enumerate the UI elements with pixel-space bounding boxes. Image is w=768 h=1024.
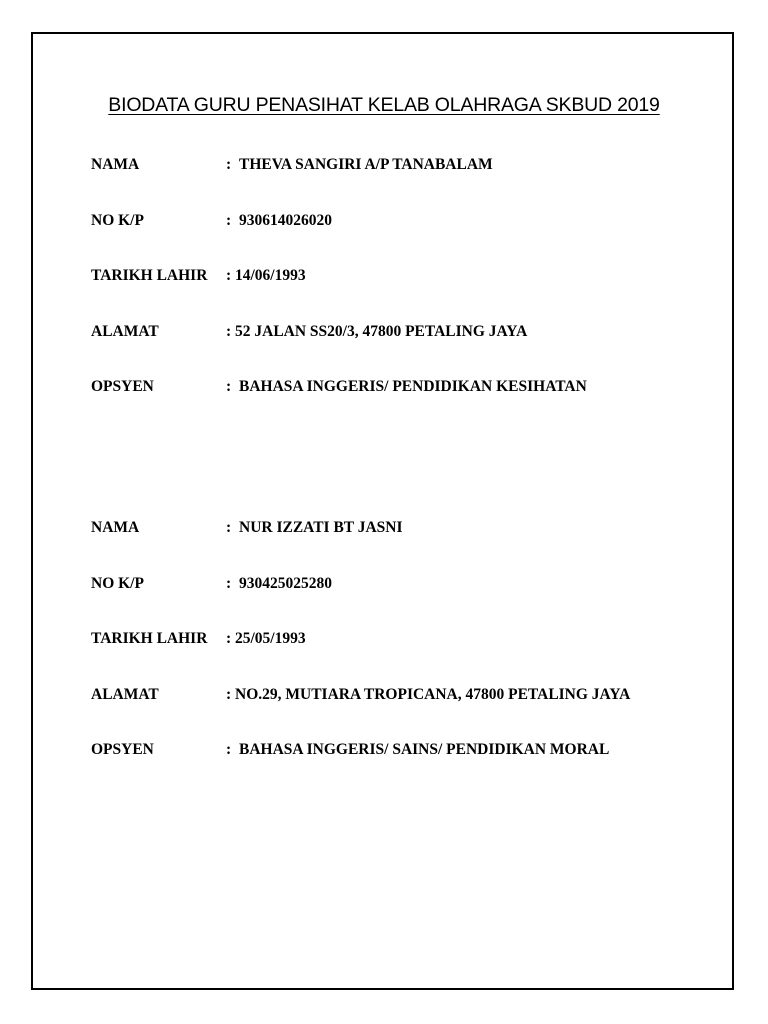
field-colon: : (226, 267, 232, 284)
field-colon: : (226, 630, 232, 647)
field-value-opsyen: BAHASA INGGERIS/ PENDIDIKAN KESIHATAN (239, 378, 587, 395)
field-row-nama (91, 519, 731, 575)
field-label-nokp: NO K/P (91, 211, 144, 229)
field-value-nokp: 930425025280 (239, 574, 332, 592)
field-colon: : (226, 378, 232, 395)
field-label-opsyen: OPSYEN (91, 741, 154, 758)
field-label-opsyen: OPSYEN (91, 378, 154, 395)
field-value-opsyen: BAHASA INGGERIS/ SAINS/ PENDIDIKAN MORAL (239, 741, 610, 758)
field-row-alamat (91, 323, 731, 379)
document-title: BIODATA GURU PENASIHAT KELAB OLAHRAGA SKBUD 2019 (108, 94, 660, 116)
field-row-opsyen (91, 378, 731, 434)
field-row-alamat (91, 686, 731, 742)
field-colon: : (226, 519, 232, 536)
field-value-nama: NUR IZZATI BT JASNI (239, 519, 403, 536)
field-value-nama: THEVA SANGIRI A/P TANABALAM (239, 156, 493, 173)
field-row-nokp (91, 575, 731, 631)
field-colon: : (226, 211, 232, 229)
field-value-alamat: 52 JALAN SS20/3, 47800 PETALING JAYA (235, 322, 528, 340)
field-value-tarikh-lahir: 25/05/1993 (235, 630, 306, 647)
field-colon: : (226, 741, 232, 758)
field-colon: : (226, 574, 232, 592)
field-label-alamat: ALAMAT (91, 322, 159, 340)
field-label-tarikh-lahir: TARIKH LAHIR (91, 630, 208, 647)
field-value-alamat: NO.29, MUTIARA TROPICANA, 47800 PETALING JAYA (235, 685, 631, 703)
field-row-tarikh-lahir (91, 630, 731, 686)
field-row-tarikh-lahir (91, 267, 731, 323)
field-label-nama: NAMA (91, 156, 140, 173)
field-label-alamat: ALAMAT (91, 685, 159, 703)
field-colon: : (226, 322, 232, 340)
field-colon: : (226, 685, 232, 703)
field-label-tarikh-lahir: TARIKH LAHIR (91, 267, 208, 284)
field-colon: : (226, 156, 232, 173)
teacher-record-2 (91, 519, 731, 797)
teacher-record-1 (91, 156, 731, 434)
field-row-nama (91, 156, 731, 212)
field-label-nokp: NO K/P (91, 574, 144, 592)
field-label-nama: NAMA (91, 519, 140, 536)
field-row-nokp (91, 212, 731, 268)
field-value-nokp: 930614026020 (239, 211, 332, 229)
field-value-tarikh-lahir: 14/06/1993 (235, 267, 306, 284)
field-row-opsyen (91, 741, 731, 797)
